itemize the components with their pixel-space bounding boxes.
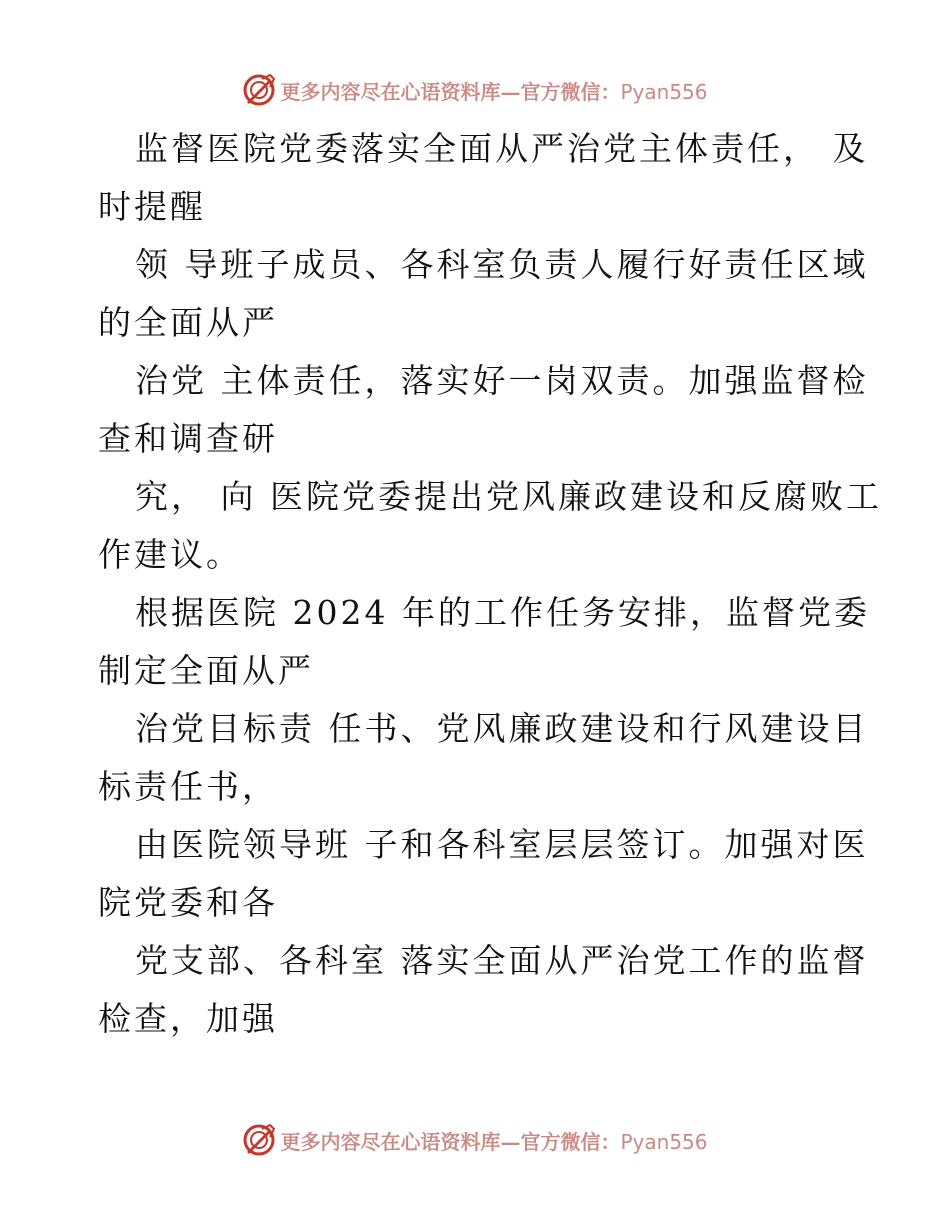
document-body <box>98 120 882 1048</box>
body-line: 监督医院党委落实全面从严治党主体责任， 及 <box>135 129 869 168</box>
body-line: 检查，加强 <box>98 999 278 1038</box>
body-line: 由医院领导班 子和各科室层层签订。加强对医 <box>135 825 869 864</box>
body-line: 的全面从严 <box>98 303 278 342</box>
body-line: 领 导班子成员、各科室负责人履行好责任区域 <box>135 245 869 284</box>
body-line: 党支部、各科室 落实全面从严治党工作的监督 <box>135 941 869 980</box>
body-line: 制定全面从严 <box>98 651 314 690</box>
body-line: 治党目标责 任书、党风廉政建设和行风建设目 <box>135 709 869 748</box>
banner-text <box>280 1126 707 1155</box>
body-line: 作建议。 <box>98 535 242 574</box>
banner-caption: 更多内容尽在心语资料库—官方微信： <box>280 1129 621 1154</box>
pen-logo-icon <box>242 1123 276 1157</box>
wechat-id: Pyan556 <box>620 79 708 104</box>
header-banner <box>0 70 950 110</box>
body-line: 时提醒 <box>98 187 206 226</box>
body-line: 查和调查研 <box>98 419 278 458</box>
banner-caption: 更多内容尽在心语资料库—官方微信： <box>280 79 621 104</box>
wechat-id: Pyan556 <box>620 1129 708 1154</box>
footer-banner <box>0 1120 950 1160</box>
body-line: 究， 向 医院党委提出党风廉政建设和反腐败工 <box>135 477 882 516</box>
body-line: 治党 主体责任，落实好一岗双责。加强监督检 <box>135 361 869 400</box>
body-line: 标责任书， <box>98 767 278 806</box>
banner-text <box>280 76 707 105</box>
pen-logo-icon <box>242 73 276 107</box>
body-line: 院党委和各 <box>98 883 278 922</box>
body-line: 根据医院 2024 年的工作任务安排，监督党委 <box>135 593 870 632</box>
